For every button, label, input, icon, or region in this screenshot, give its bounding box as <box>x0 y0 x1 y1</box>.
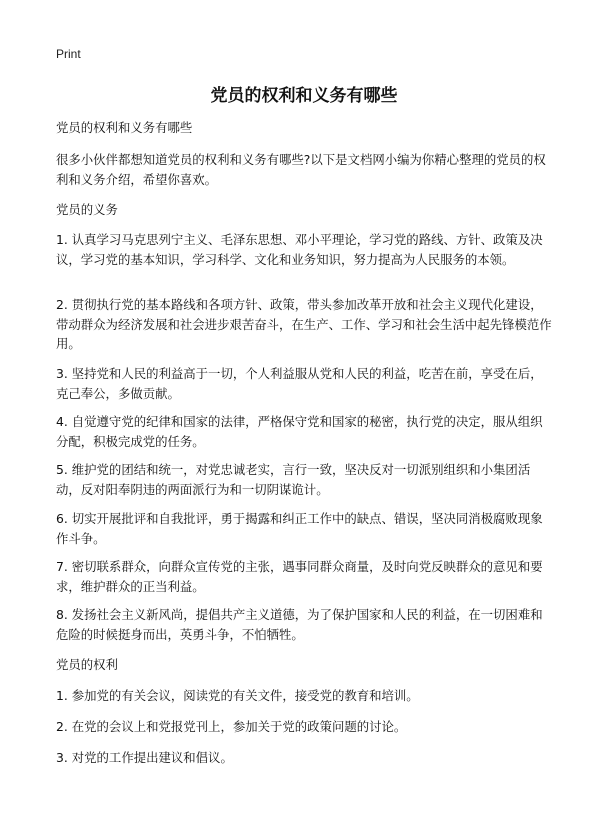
print-label[interactable]: Print <box>56 47 81 61</box>
duty-item: 5. 维护党的团结和统一，对党忠诚老实，言行一致，坚决反对一切派别组织和小集团活动，反对阳奉阴违的两面派行为和一切阴谋诡计。 <box>56 462 531 497</box>
duty-item: 8. 发扬社会主义新风尚，提倡共产主义道德，为了保护国家和人民的利益，在一切困难和危险的时候挺身而出，英勇斗争，不怕牺牲。 <box>56 607 543 642</box>
duty-item: 6. 切实开展批评和自我批评，勇于揭露和纠正工作中的缺点、错误，坚决同消极腐败现象作斗争。 <box>56 511 543 546</box>
duty-item: 7. 密切联系群众，向群众宣传党的主张，遇事同群众商量，及时向党反映群众的意见和要求，维护群众的正当利益。 <box>56 559 543 594</box>
duty-item: 3. 坚持党和人民的利益高于一切，个人利益服从党和人民的利益，吃苦在前，享受在后，克己奉公，多做贡献。 <box>56 366 543 401</box>
duty-item: 2. 贯彻执行党的基本路线和各项方针、政策，带头参加改革开放和社会主义现代化建设，带动群众为经济发展和社会进步艰苦奋斗，在生产、工作、学习和社会生活中起先锋模范作用。 <box>56 297 552 351</box>
section-subtitle: 党员的权利和义务有哪些 <box>56 120 193 135</box>
right-item: 1. 参加党的有关会议，阅读党的有关文件，接受党的教育和培训。 <box>56 688 419 703</box>
duty-item: 1. 认真学习马克思列宁主义、毛泽东思想、邓小平理论，学习党的路线、方针、政策及决议，学习党的基本知识，学习科学、文化和业务知识，努力提高为人民服务的本领。 <box>56 232 543 267</box>
right-item: 2. 在党的会议上和党报党刊上，参加关于党的政策问题的讨论。 <box>56 719 407 734</box>
page-title: 党员的权利和义务有哪些 <box>210 86 398 106</box>
rights-heading: 党员的权利 <box>56 657 118 672</box>
duty-item: 4. 自觉遵守党的纪律和国家的法律，严格保守党和国家的秘密，执行党的决定，服从组织分配，积极完成党的任务。 <box>56 414 543 449</box>
duties-heading: 党员的义务 <box>56 202 118 217</box>
right-item: 3. 对党的工作提出建议和倡议。 <box>56 750 233 765</box>
intro-paragraph: 很多小伙伴都想知道党员的权利和义务有哪些?以下是文档网小编为你精心整理的党员的权利和义务介绍，希望你喜欢。 <box>56 152 546 187</box>
